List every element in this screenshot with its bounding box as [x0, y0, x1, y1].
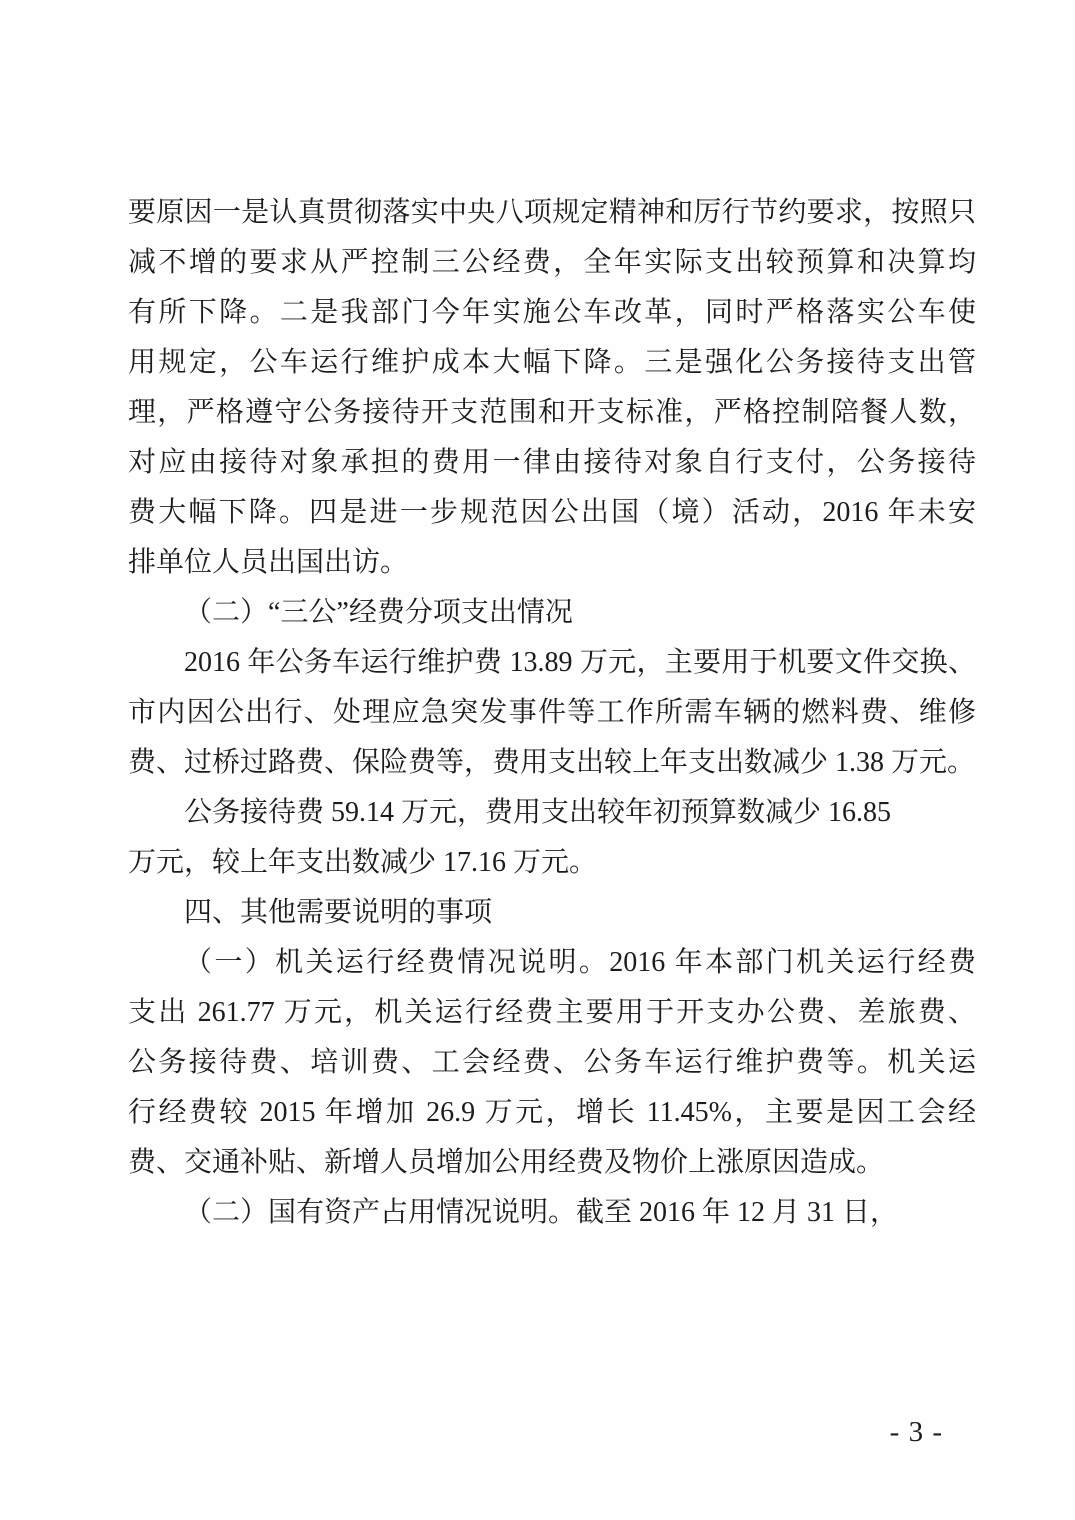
text-line: （二）“三公”经费分项支出情况 [184, 597, 573, 628]
text-line: 用规定，公车运行维护成本大幅下降。三是强化公务接待支出管 [128, 347, 976, 378]
text-line: 费大幅下降。四是进一步规范因公出国（境）活动，2016 年未安 [128, 497, 976, 528]
text-line: 费、过桥过路费、保险费等，费用支出较上年支出数减少 1.38 万元。 [128, 747, 976, 778]
text-line: 公务接待费、培训费、工会经费、公务车运行维护费等。机关运 [128, 1047, 976, 1078]
text-line: 四、其他需要说明的事项 [184, 897, 493, 928]
text-line: 理，严格遵守公务接待开支范围和开支标准，严格控制陪餐人数， [128, 397, 976, 428]
text-line: 排单位人员出国出访。 [128, 547, 409, 578]
text-line: 2016 年公务车运行维护费 13.89 万元，主要用于机要文件交换、 [184, 647, 976, 678]
text-line: 减不增的要求从严控制三公经费，全年实际支出较预算和决算均 [128, 247, 976, 278]
text-line: （一）机关运行经费情况说明。2016 年本部门机关运行经费 [184, 947, 976, 978]
text-line: 有所下降。二是我部门今年实施公车改革，同时严格落实公车使 [128, 297, 976, 328]
text-line: 支出 261.77 万元，机关运行经费主要用于开支办公费、差旅费、 [128, 997, 976, 1028]
text-line: 对应由接待对象承担的费用一律由接待对象自行支付，公务接待 [128, 447, 976, 478]
text-line: （二）国有资产占用情况说明。截至 2016 年 12 月 31 日， [184, 1197, 899, 1228]
text-line: 行经费较 2015 年增加 26.9 万元，增长 11.45%，主要是因工会经 [128, 1097, 976, 1128]
document-body [128, 188, 976, 1238]
text-line: 费、交通补贴、新增人员增加公用经费及物价上涨原因造成。 [128, 1147, 885, 1178]
text-line: 要原因一是认真贯彻落实中央八项规定精神和厉行节约要求，按照只 [128, 197, 976, 228]
text-line: 市内因公出行、处理应急突发事件等工作所需车辆的燃料费、维修 [128, 697, 976, 728]
page-number: - 3 - [889, 1416, 943, 1448]
text-line: 万元，较上年支出数减少 17.16 万元。 [128, 847, 598, 878]
text-line: 公务接待费 59.14 万元，费用支出较年初预算数减少 16.85 [184, 797, 892, 828]
